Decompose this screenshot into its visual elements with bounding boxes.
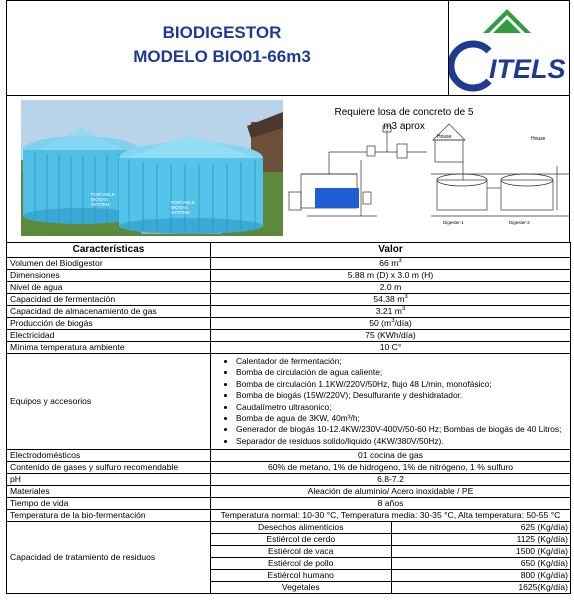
- row-value: 8 años: [211, 498, 571, 510]
- row-value: 3.21 $m^3$: [211, 306, 571, 318]
- row-label: Materiales: [7, 486, 211, 498]
- row-label: Electrodomésticos: [7, 450, 211, 462]
- svg-text:PORTABLE: PORTABLE: [91, 192, 115, 197]
- capacity-name: Vegetales: [211, 582, 391, 594]
- table-row: [211, 582, 571, 594]
- row-value: 75 (KWh/día): [211, 330, 571, 342]
- svg-text:SYSTEM: SYSTEM: [171, 210, 190, 215]
- table-header: [7, 243, 571, 258]
- capacity-value: 1500 (Kg/día): [391, 546, 571, 558]
- list-item: • Bomba de agua de 3KW, 40m³/h;: [236, 413, 567, 424]
- table-row: [7, 306, 571, 318]
- table-row: [7, 498, 571, 510]
- table-row: [211, 522, 571, 534]
- capacity-name: Estiércol humano: [211, 570, 391, 582]
- row-value: 10 C°: [211, 342, 571, 354]
- spec-sheet: [6, 0, 570, 594]
- digester-label-b: Digester-2: [509, 220, 530, 225]
- list-item: • Bomba de circulación 1.1KW/220V/50Hz, flujo 48 L/min, monofásico;: [236, 379, 567, 390]
- table-row: [7, 510, 571, 522]
- house-label-left: House: [437, 134, 452, 140]
- images-row: [6, 95, 570, 242]
- row-value: 54.38 $m^3$: [211, 294, 571, 306]
- table-row: [7, 318, 571, 330]
- list-item: • Bomba de circulación de agua caliente;: [236, 367, 567, 378]
- table-row: [7, 462, 571, 474]
- table-row: [7, 270, 571, 282]
- row-value: 50 $(m^3/día)$: [211, 318, 571, 330]
- system-diagram: [287, 100, 570, 238]
- list-item: • Generador de biogás 10-12.4KW/230V-400V/50-60 Hz; Bombas de biogás de 40 Litros;: [236, 424, 567, 435]
- table-row: [211, 570, 571, 582]
- row-label: Electricidad: [7, 330, 211, 342]
- row-label: Producción de biogás: [7, 318, 211, 330]
- table-row: [7, 330, 571, 342]
- row-label: Capacidad de almacenamiento de gas: [7, 306, 211, 318]
- biodigester-photo: [21, 100, 283, 236]
- capacity-value: 1125 (Kg/día): [391, 534, 571, 546]
- row-label: Contenido de gases y sulfuro recomendable: [7, 462, 211, 474]
- row-label: Nivel de agua: [7, 282, 211, 294]
- house-label-right: House: [531, 136, 546, 142]
- col-header-valor: Valor: [211, 243, 571, 258]
- digester-label-a: Digester-1: [443, 220, 464, 225]
- capacity-name: Estiércol de pollo: [211, 558, 391, 570]
- capacity-name: Estiércol de vaca: [211, 546, 391, 558]
- capacity-cell: [211, 522, 571, 594]
- equipment-label: Equipos y accesorios: [7, 354, 211, 450]
- table-row: [7, 486, 571, 498]
- col-header-caracteristicas: Características: [7, 243, 211, 258]
- title-line-2: MODELO BIO01-66m3: [133, 47, 311, 66]
- row-label: Tiempo de vida: [7, 498, 211, 510]
- row-value: 01 cocina de gas: [211, 450, 571, 462]
- title-line-1: BIODIGESTOR: [162, 23, 282, 42]
- capacity-label: Capacidad de tratamiento de residuos: [7, 522, 211, 594]
- row-label: Dimensiones: [7, 270, 211, 282]
- table-row: [7, 282, 571, 294]
- table-row: [211, 546, 571, 558]
- spec-table: [6, 242, 571, 594]
- row-label: pH: [7, 474, 211, 486]
- capacity-value: 1625(Kg/día): [391, 582, 571, 594]
- row-label: Temperatura de la bio-fermentación: [7, 510, 211, 522]
- capacity-name: Desechos alimenticios: [211, 522, 391, 534]
- requirement-line-1: Requiere losa de concreto de 5: [334, 107, 474, 118]
- row-value: 6.8-7.2: [211, 474, 571, 486]
- svg-text:BIOGAS: BIOGAS: [171, 205, 189, 210]
- row-value: 5.88 m (D) x 3.0 m (H): [211, 270, 571, 282]
- row-value: Temperatura normal: 10-30 °C, Temperatura media: 30-35 °C, Alta temperatura: 50-55 °C: [211, 510, 571, 522]
- row-label: Volumen del Biodigestor: [7, 258, 211, 270]
- list-item: • Calentador de fermentación;: [236, 356, 567, 367]
- table-row: [211, 558, 571, 570]
- table-row: [7, 474, 571, 486]
- svg-text:BIOGAS: BIOGAS: [91, 197, 109, 202]
- itels-logo-icon: [449, 1, 569, 95]
- table-row: [211, 534, 571, 546]
- logo-text: ITELS: [489, 54, 566, 84]
- capacity-value: 800 (Kg/día): [391, 570, 571, 582]
- row-value: 66 $m^3$: [211, 258, 571, 270]
- row-value: 60% de metano, 1% de hidrogeno, 1% de nitrógeno, 1 % sulfuro: [211, 462, 571, 474]
- capacity-name: Estiércol de cerdo: [211, 534, 391, 546]
- row-label: Capacidad de fermentación: [7, 294, 211, 306]
- svg-text:PORTABLE: PORTABLE: [171, 200, 195, 205]
- header: [6, 0, 570, 95]
- row-value: 2.0 m: [211, 282, 571, 294]
- table-row: [7, 450, 571, 462]
- list-item: • Bomba de biogás (15W/220V); Desulfurante y deshidratador.: [236, 390, 567, 401]
- table-row: [7, 258, 571, 270]
- table-row: [7, 294, 571, 306]
- row-value: Aleación de aluminio/ Acero inoxidable / PE: [211, 486, 571, 498]
- svg-text:SYSTEM: SYSTEM: [91, 202, 110, 207]
- row-label: Mínima temperatura ambiente: [7, 342, 211, 354]
- list-item: • Separador de residuos solido/liquido (4KW/380V/50Hz).: [236, 436, 567, 447]
- capacity-row: [7, 522, 571, 594]
- equipment-list-cell: [211, 354, 571, 450]
- equipment-row: [7, 354, 571, 450]
- capacity-value: 650 (Kg/día): [391, 558, 571, 570]
- capacity-subtable: [211, 522, 571, 593]
- requirement-line-2: m3 aprox: [383, 121, 425, 132]
- logo-box: [448, 1, 569, 95]
- table-row: [7, 342, 571, 354]
- list-item: • Caudalímetro ultrasonico;: [236, 402, 567, 413]
- equipment-list: [214, 356, 567, 447]
- capacity-value: 625 (Kg/día): [391, 522, 571, 534]
